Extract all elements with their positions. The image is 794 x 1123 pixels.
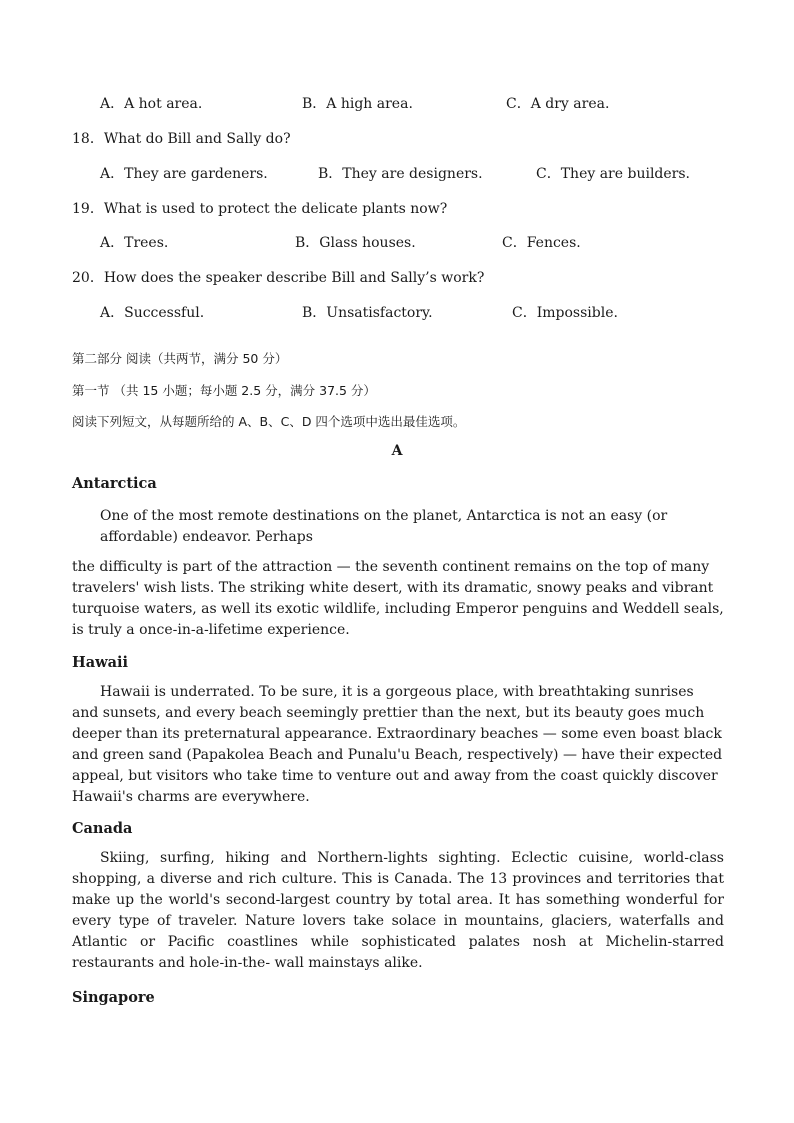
heading-antarctica: Antarctica (72, 475, 157, 492)
q19-option-c: C．Fences. (502, 235, 581, 251)
passage-label: A (391, 443, 403, 459)
q19-question: 19．What is used to protect the delicate plants now? (72, 201, 448, 217)
q20-question: 20．How does the speaker describe Bill and Sally’s work? (72, 270, 485, 286)
q20-option-b: B．Unsatisfactory. (302, 305, 433, 321)
section-instruction: 阅读下列短文，从每题所给的 A、B、C、D 四个选项中选出最佳选项。 (72, 414, 466, 429)
canada-paragraph: Skiing, surfing, hiking and Northern-lights sighting. Eclectic cuisine, world-class shopping, a diverse and rich culture. This is Canada. The 13 provinces and territories that make up the world's second-largest country by total area. It has something wonderful for every type of traveler. Nature lovers take solace in mountains, glaciers, waterfalls and Atlantic or Pacific coastlines while sophisticated palates nosh at Michelin-starred restaurants and hole-in-the- wall mainstays alike. (72, 850, 724, 971)
heading-hawaii: Hawaii (72, 654, 128, 671)
heading-canada: Canada (72, 820, 133, 837)
antarctica-paragraph-1: One of the most remote destinations on the planet, Antarctica is not an easy (or affordable) endeavor. Perhaps (100, 508, 668, 545)
q19-option-b: B．Glass houses. (295, 235, 416, 251)
section-sub-title: 第一节 （共 15 小题；每小题 2.5 分，满分 37.5 分） (72, 383, 376, 398)
hawaii-paragraph: Hawaii is underrated. To be sure, it is a gorgeous place, with breathtaking sunrises and sunsets, and every beach seemingly prettier than the next, but its beauty goes much deeper than its preternatural appearance. Extraordinary beaches — some even boast black and green sand (Papakolea Beach and Punalu'u Beach, respectively) — have their expected appeal, but visitors who take time to venture out and away from the coast quickly discover Hawaii's charms are everywhere. (72, 684, 723, 805)
q17-option-c: C．A dry area. (506, 96, 610, 112)
q17-option-b: B．A high area. (302, 96, 413, 112)
q18-option-b: B．They are designers. (318, 166, 483, 182)
section-part-title: 第二部分 阅读（共两节，满分 50 分） (72, 351, 288, 366)
q18-question: 18．What do Bill and Sally do? (72, 131, 291, 147)
antarctica-paragraph-2: the difficulty is part of the attraction — the seventh continent remains on the top of many travelers' wish lists. The striking white desert, with its dramatic, snowy peaks and vibrant turquoise waters, as well its exotic wildlife, including Emperor penguins and Weddell seals, is truly a once-in-a-lifetime experience. (72, 559, 724, 638)
q20-option-c: C．Impossible. (512, 305, 618, 321)
q17-option-a: A．A hot area. (100, 96, 203, 112)
heading-singapore: Singapore (72, 989, 155, 1006)
q19-option-a: A．Trees. (100, 235, 169, 251)
q18-option-a: A．They are gardeners. (100, 166, 268, 182)
q20-option-a: A．Successful. (100, 305, 205, 321)
q18-option-c: C．They are builders. (536, 166, 690, 182)
